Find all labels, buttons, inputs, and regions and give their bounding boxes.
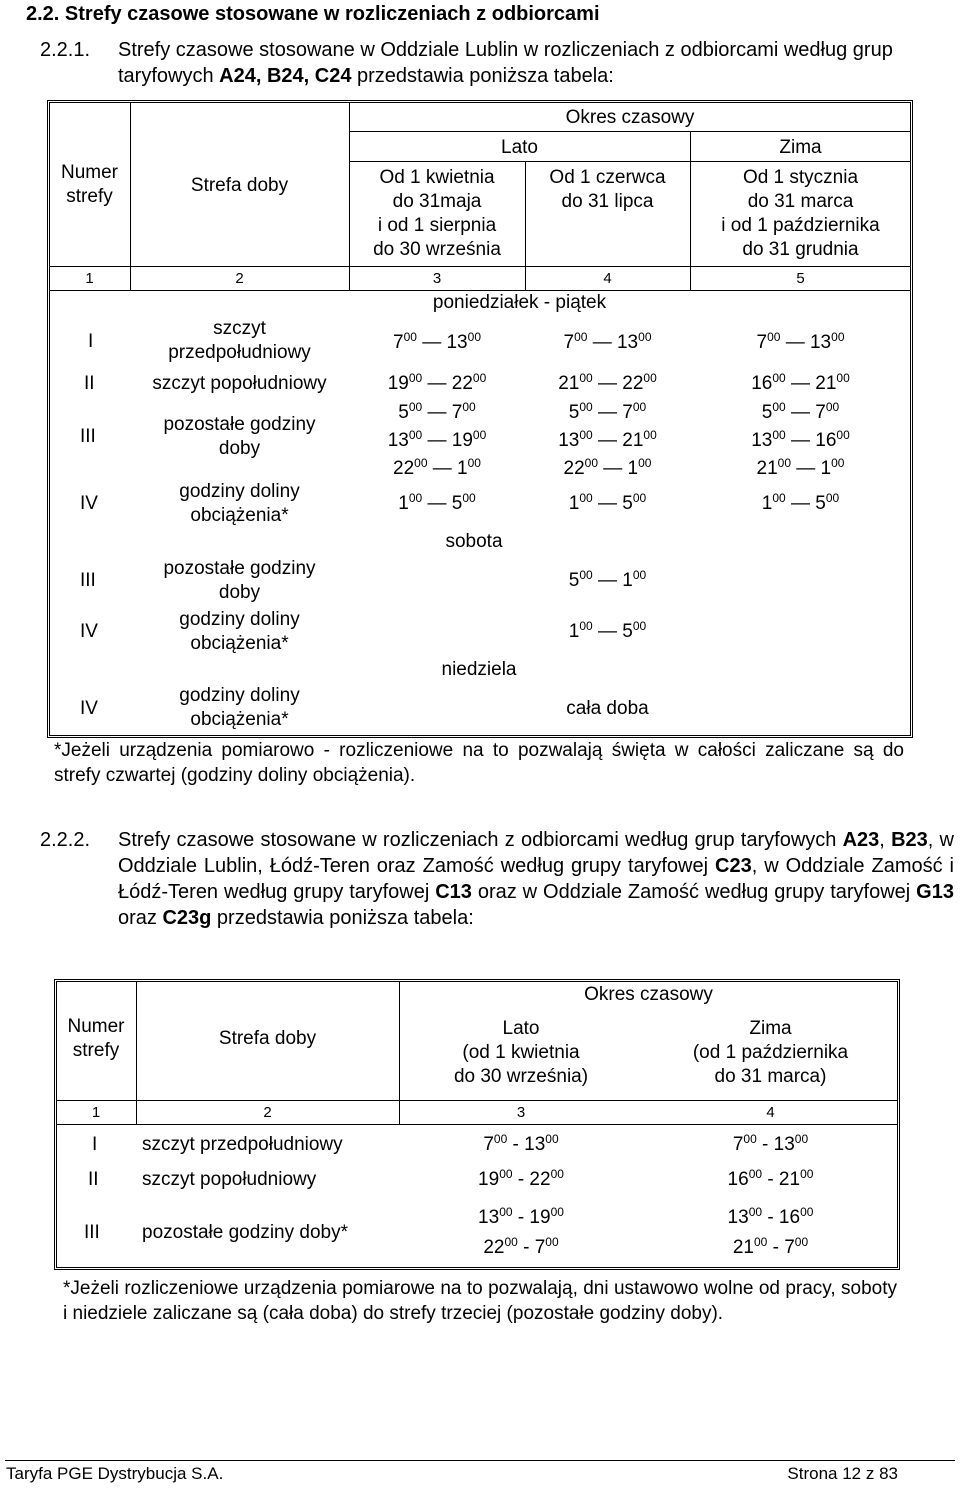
header-zima: Zima bbox=[779, 137, 822, 158]
column-number: 2 bbox=[263, 1104, 272, 1121]
header-numer-strefy: Numer strefy bbox=[60, 162, 118, 207]
time-range: $19^{00} - 22^{00}$ bbox=[478, 1167, 564, 1190]
time-ranges: $5^{00}$ — $7^{00}$ $13^{00}$ — $19^{00}$ $22^{00}$ — $1^{00}$ bbox=[387, 400, 487, 479]
time-range: $16^{00} - 21^{00}$ bbox=[727, 1167, 814, 1190]
time-ranges: $13^{00} - 19^{00}$ $22^{00} - 7^{00}$ bbox=[478, 1205, 564, 1258]
column-number: 1 bbox=[85, 270, 94, 287]
header-lato: Lato (od 1 kwietnia do 30 września) bbox=[453, 1018, 589, 1087]
zone-name: szczyt popołudniowy bbox=[142, 1169, 317, 1190]
section-heading: 2.2. Strefy czasowe stosowane w rozliczeniach z odbiorcami bbox=[26, 3, 600, 25]
time-range: $7^{00} - 13^{00}$ bbox=[732, 1132, 809, 1155]
footer-rule bbox=[5, 1460, 955, 1461]
zone-number: I bbox=[92, 1134, 98, 1155]
column-number: 3 bbox=[516, 1104, 526, 1121]
zone-name: szczyt popołudniowy bbox=[152, 373, 327, 394]
footer-page-number: Strona 12 z 83 bbox=[787, 1464, 898, 1483]
section-number-1: 2.2.1. bbox=[40, 39, 91, 61]
column-number: 3 bbox=[432, 270, 442, 287]
header-lato: Lato bbox=[501, 137, 538, 158]
time-range: $7^{00} - 13^{00}$ bbox=[483, 1132, 559, 1155]
zone-name: pozostałe godziny doby bbox=[163, 414, 316, 459]
zone-number: IV bbox=[80, 493, 98, 514]
column-number: 1 bbox=[91, 1104, 101, 1121]
section-text-2: Strefy czasowe stosowane w rozliczeniach z odbiorcami według grup taryfowych A23, B23, w Oddziale Lublin, Łódź-Teren oraz Zamość według grupy taryfowej C23, w Oddziale Zamość i Łódź-Teren według grupy taryfowej C13 oraz w Oddziale Zamość według grupy taryfowej G13 oraz C23g przedstawia poniższa tabela: bbox=[118, 829, 954, 929]
footer-left: Taryfa PGE Dystrybucja S.A. bbox=[6, 1464, 224, 1483]
header-strefa-doby: Strefa doby bbox=[190, 175, 289, 196]
header-lato-period-2: Od 1 czerwca do 31 lipca bbox=[549, 167, 666, 212]
zone-number: I bbox=[88, 331, 94, 352]
time-ranges: $5^{00}$ — $7^{00}$ $13^{00}$ — $21^{00}$ $22^{00}$ — $1^{00}$ bbox=[558, 400, 657, 479]
time-range: $1^{00}$ — $5^{00}$ bbox=[568, 619, 647, 642]
section-label-weekdays: poniedziałek - piątek bbox=[432, 292, 607, 313]
section-label-sunday: niedziela bbox=[441, 659, 517, 680]
header-lato-period-1: Od 1 kwietnia do 31maja i od 1 sierpnia do 30 września bbox=[373, 167, 501, 260]
zone-name: godziny doliny obciążenia* bbox=[179, 481, 300, 526]
zone-number: II bbox=[88, 1169, 99, 1190]
zone-name: pozostałe godziny doby bbox=[163, 558, 316, 603]
footnote-2: *Jeżeli rozliczeniowe urządzenia pomiarowe na to pozwalają, dni ustawowo wolne od pracy, soboty i niedziele zaliczane są (cała doba) do strefy trzeciej (pozostałe godziny doby). bbox=[63, 1278, 897, 1324]
column-number: 4 bbox=[603, 270, 612, 287]
time-range: $5^{00}$ — $1^{00}$ bbox=[568, 568, 647, 591]
section-text-1: Strefy czasowe stosowane w Oddziale Lublin w rozliczeniach z odbiorcami według grup taryfowych A24, B24, C24 przedstawia poniższa tabela: bbox=[118, 39, 893, 87]
header-zima: Zima (od 1 października do 31 marca) bbox=[692, 1018, 849, 1087]
time-ranges: $13^{00} - 16^{00}$ $21^{00} - 7^{00}$ bbox=[727, 1205, 814, 1258]
zone-name: szczyt przedpołudniowy bbox=[142, 1134, 343, 1155]
time-range: $1^{00}$ — $5^{00}$ bbox=[398, 491, 476, 514]
footnote-1: *Jeżeli urządzenia pomiarowo - rozliczeniowe na to pozwalają święta w całości zaliczane są do strefy czwartej (godziny doliny obciążenia). bbox=[54, 740, 904, 786]
time-range: $1^{00}$ — $5^{00}$ bbox=[568, 491, 647, 514]
time-range: $19^{00}$ — $22^{00}$ bbox=[387, 371, 487, 394]
time-range: $7^{00}$ — $13^{00}$ bbox=[393, 330, 481, 353]
zone-name: pozostałe godziny doby* bbox=[142, 1222, 348, 1243]
time-range: $7^{00}$ — $13^{00}$ bbox=[563, 330, 652, 353]
time-range: $1^{00}$ — $5^{00}$ bbox=[761, 491, 840, 514]
time-range: $21^{00}$ — $22^{00}$ bbox=[558, 371, 657, 394]
zone-number: II bbox=[84, 373, 95, 394]
time-ranges: $5^{00}$ — $7^{00}$ $13^{00}$ — $16^{00}$ $21^{00}$ — $1^{00}$ bbox=[751, 400, 850, 479]
zone-number: III bbox=[80, 426, 96, 447]
zone-number: III bbox=[80, 570, 96, 591]
column-number: 5 bbox=[796, 270, 805, 287]
section-label-saturday: sobota bbox=[445, 531, 503, 552]
time-range: $16^{00}$ — $21^{00}$ bbox=[751, 371, 850, 394]
zone-name: szczyt przedpołudniowy bbox=[168, 318, 311, 363]
section-number-2: 2.2.2. bbox=[40, 829, 91, 851]
header-strefa-doby: Strefa doby bbox=[218, 1028, 317, 1049]
zone-name: godziny doliny obciążenia* bbox=[179, 609, 300, 654]
zone-number: IV bbox=[80, 621, 98, 642]
header-okres-czasowy: Okres czasowy bbox=[565, 107, 695, 128]
column-number: 2 bbox=[235, 270, 244, 287]
column-number: 4 bbox=[766, 1104, 775, 1121]
zone-number: IV bbox=[80, 698, 98, 719]
time-range: $7^{00}$ — $13^{00}$ bbox=[756, 330, 845, 353]
all-day-value: cała doba bbox=[566, 698, 649, 719]
header-zima-period: Od 1 stycznia do 31 marca i od 1 października do 31 grudnia bbox=[721, 167, 880, 260]
header-numer-strefy: Numer strefy bbox=[67, 1016, 125, 1061]
zone-name: godziny doliny obciążenia* bbox=[179, 685, 300, 730]
header-okres-czasowy: Okres czasowy bbox=[584, 984, 713, 1005]
zone-number: III bbox=[84, 1222, 100, 1243]
